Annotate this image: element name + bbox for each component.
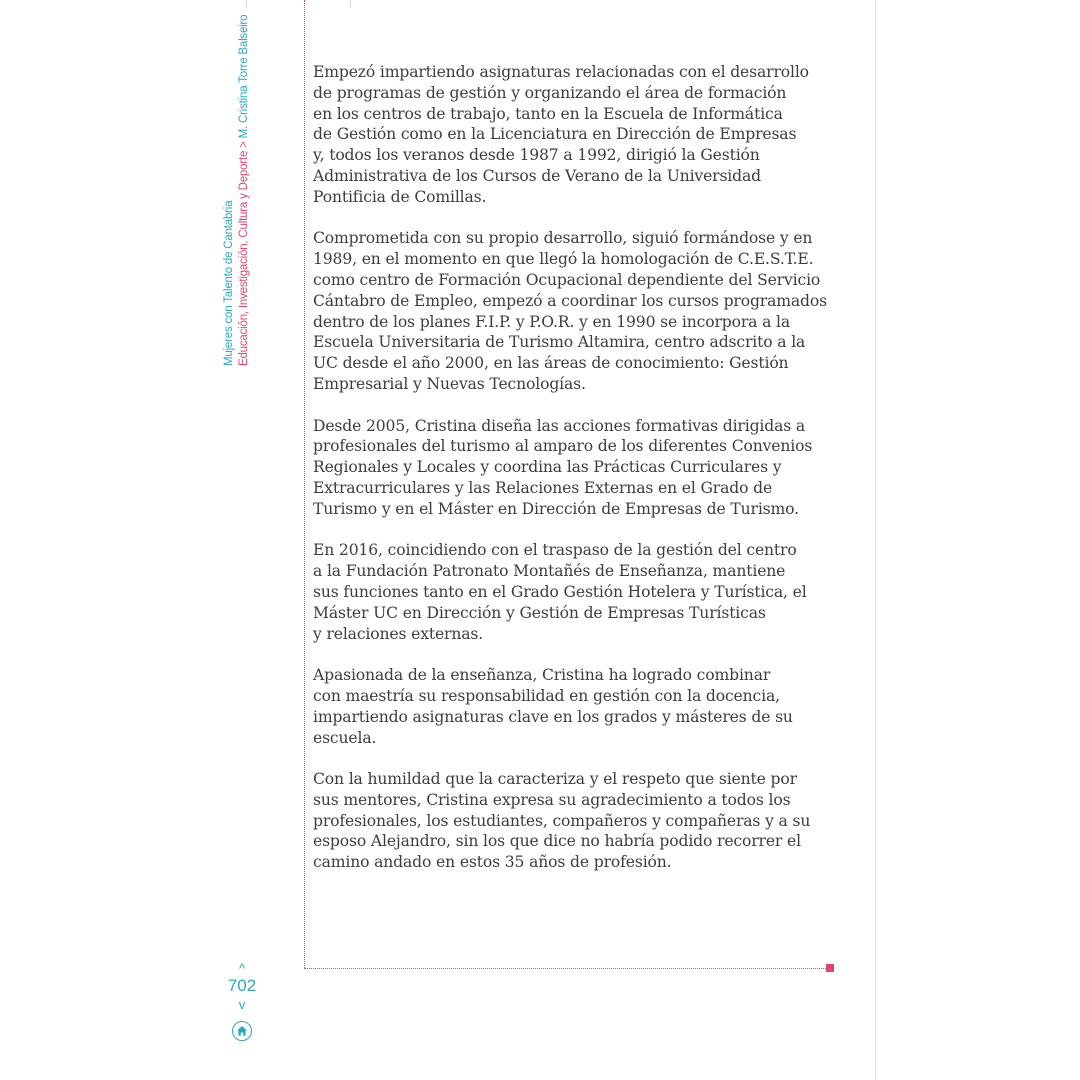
text-line: de programas de gestión y organizando el área de formación: [313, 83, 787, 102]
text-line: profesionales del turismo al amparo de los diferentes Convenios: [313, 437, 813, 456]
text-line: Regionales y Locales y coordina las Prácticas Curriculares y: [313, 458, 782, 477]
text-line: Con la humildad que la caracteriza y el respeto que siente por: [313, 770, 797, 789]
text-line: en los centros de trabajo, tanto en la Escuela de Informática: [313, 104, 783, 123]
frame-bottom-dotted-line: [304, 968, 828, 969]
top-edge-tick: [350, 0, 351, 8]
section-breadcrumb: [237, 15, 252, 366]
home-button[interactable]: [232, 1021, 252, 1041]
text-line: sus funciones tanto en el Grado Gestión Hotelera y Turística, el: [313, 582, 807, 601]
frame-corner-marker: [826, 964, 834, 972]
page-edge-divider: [875, 0, 876, 1080]
text-line: Cántabro de Empleo, empezó a coordinar los cursos programados: [313, 291, 827, 310]
text-line: a la Fundación Patronato Montañés de Enseñanza, mantiene: [313, 562, 786, 581]
text-line: Máster UC en Dirección y Gestión de Empresas Turísticas: [313, 603, 766, 622]
text-line: y, todos los veranos desde 1987 a 1992, dirigió la Gestión: [313, 146, 760, 165]
text-line: En 2016, coincidiendo con el traspaso de la gestión del centro: [313, 541, 797, 560]
person-name: M. Cristina Torre Balseiro: [238, 14, 250, 139]
top-edge-tick: [246, 0, 247, 8]
chevron-up-icon[interactable]: ^: [238, 961, 246, 976]
paragraph: [313, 665, 843, 748]
page-navigator: [222, 962, 262, 1011]
text-line: Comprometida con su propio desarrollo, siguió formándose y en: [313, 229, 813, 248]
text-line: con maestría su responsabilidad en gestión con la docencia,: [313, 686, 780, 705]
text-line: Empresarial y Nuevas Tecnologías.: [313, 374, 586, 393]
home-icon: [236, 1025, 248, 1037]
running-header-vertical: [222, 15, 252, 366]
text-line: profesionales, los estudiantes, compañeros y compañeras y a su: [313, 811, 811, 830]
text-line: sus mentores, Cristina expresa su agradecimiento a todos los: [313, 790, 791, 809]
text-line: Turismo y en el Máster en Dirección de Empresas de Turismo.: [313, 499, 799, 518]
collection-title: Mujeres con Talento de Cantabria: [223, 200, 235, 366]
text-line: Extracurriculares y las Relaciones Externas en el Grado de: [313, 478, 773, 497]
text-line: Empezó impartiendo asignaturas relacionadas con el desarrollo: [313, 63, 809, 81]
text-line: Desde 2005, Cristina diseña las acciones formativas dirigidas a: [313, 416, 806, 435]
text-line: 1989, en el momento en que llegó la homologación de C.E.S.T.E.: [313, 250, 814, 269]
page-number: 702: [227, 976, 257, 995]
text-line: esposo Alejandro, sin los que dice no habría podido recorrer el: [313, 832, 801, 851]
text-line: Apasionada de la enseñanza, Cristina ha logrado combinar: [313, 666, 771, 685]
text-line: Pontificia de Comillas.: [313, 187, 487, 206]
breadcrumb-separator: >: [238, 141, 250, 148]
text-line: dentro de los planes F.I.P. y P.O.R. y en 1990 se incorpora a la: [313, 312, 791, 331]
frame-left-dotted-line: [304, 0, 305, 968]
text-line: UC desde el año 2000, en las áreas de conocimiento: Gestión: [313, 354, 789, 373]
paragraph: [313, 62, 843, 208]
section-title: Educación, Investigación, Cultura y Deporte: [238, 150, 250, 366]
text-line: impartiendo asignaturas clave en los grados y másteres de su: [313, 707, 793, 726]
paragraph: [313, 769, 843, 873]
text-line: Escuela Universitaria de Turismo Altamira, centro adscrito a la: [313, 333, 806, 352]
paragraph: [313, 228, 843, 394]
text-line: como centro de Formación Ocupacional dependiente del Servicio: [313, 270, 821, 289]
text-line: Administrativa de los Cursos de Verano de la Universidad: [313, 166, 761, 185]
text-line: y relaciones externas.: [313, 624, 484, 643]
text-line: de Gestión como en la Licenciatura en Dirección de Empresas: [313, 125, 797, 144]
chevron-down-icon[interactable]: v: [238, 997, 246, 1012]
text-line: escuela.: [313, 728, 377, 747]
biography-text: [313, 62, 843, 894]
paragraph: [313, 540, 843, 644]
paragraph: [313, 416, 843, 520]
text-line: camino andado en estos 35 años de profesión.: [313, 853, 672, 872]
